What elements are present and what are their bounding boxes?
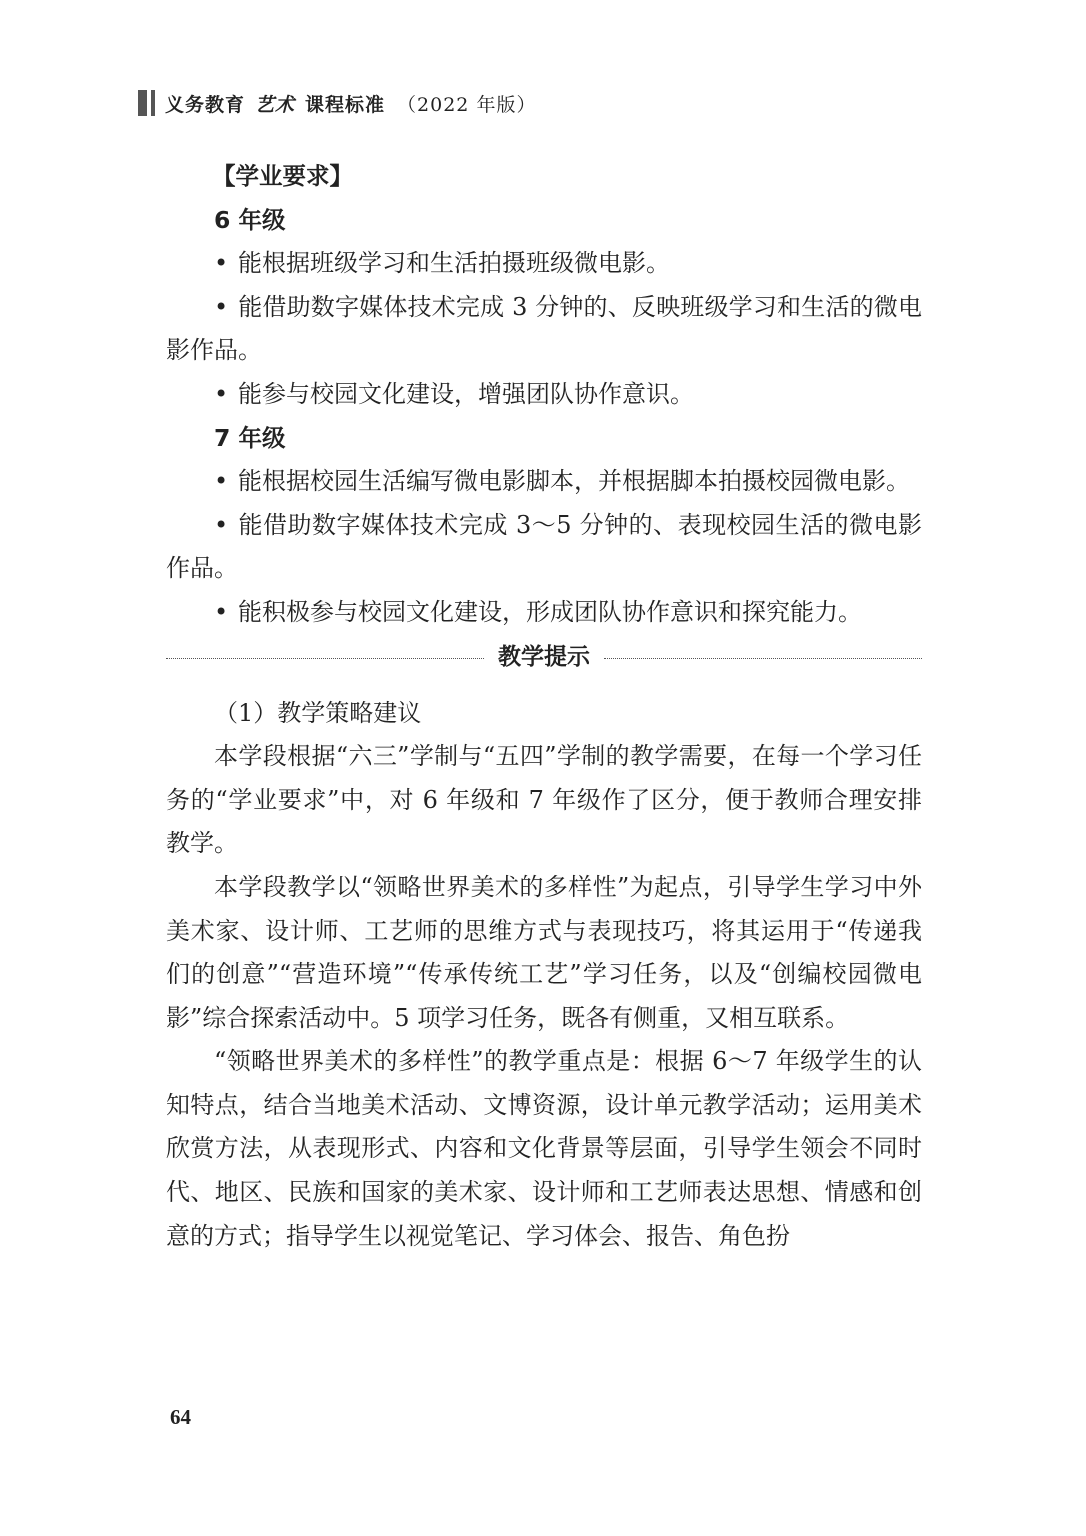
grade-6-item bbox=[166, 242, 922, 286]
grade-7-heading: 7 年级 bbox=[214, 423, 286, 452]
grade-7-item-text: 能积极参与校园文化建设，形成团队协作意识和探究能力。 bbox=[238, 597, 862, 626]
grade-6-item bbox=[166, 373, 922, 417]
book-title-part1: 义务教育 bbox=[165, 93, 246, 116]
bullet-icon: • bbox=[214, 292, 229, 321]
page-content bbox=[166, 155, 922, 1258]
header-bar-thick bbox=[138, 90, 147, 116]
bullet-icon: • bbox=[214, 597, 229, 626]
bullet-icon: • bbox=[214, 510, 229, 539]
header-bar-icon bbox=[138, 90, 155, 116]
grade-7-item bbox=[166, 591, 922, 635]
grade-6-item bbox=[166, 286, 922, 373]
grade-6-item-text: 能根据班级学习和生活拍摄班级微电影。 bbox=[238, 249, 670, 278]
grade-7-item bbox=[166, 460, 922, 504]
dotted-rule-left bbox=[166, 658, 484, 659]
grade-6-heading: 6 年级 bbox=[214, 205, 286, 234]
book-title-italic: 艺术 bbox=[255, 93, 296, 116]
dotted-rule-right bbox=[604, 658, 922, 659]
book-edition: （2022 年版） bbox=[397, 93, 537, 116]
bullet-icon: • bbox=[214, 379, 229, 408]
body-paragraph: 本学段教学以“领略世界美术的多样性”为起点，引导学生学习中外美术家、设计师、工艺师的思维方式与表现技巧，将其运用于“传递我们的创意”“营造环境”“传承传统工艺”学习任务，以及“创编校园微电影”综合探索活动中。5 项学习任务，既各有侧重，又相互联系。 bbox=[166, 872, 922, 1032]
bullet-icon: • bbox=[214, 467, 229, 496]
grade-7-item bbox=[166, 504, 922, 591]
body-paragraph: “领略世界美术的多样性”的教学重点是：根据 6～7 年级学生的认知特点，结合当地美术活动、文博资源，设计单元教学活动；运用美术欣赏方法，从表现形式、内容和文化背景等层面，引导学生领会不同时代、地区、民族和国家的美术家、设计师和工艺师表达思想、情感和创意的方式；指导学生以视觉笔记、学习体会、报告、角色扮 bbox=[166, 1047, 922, 1250]
teaching-tips-title: 教学提示 bbox=[498, 644, 590, 671]
section-heading: 【学业要求】 bbox=[212, 162, 353, 190]
header-bar-thin bbox=[151, 90, 155, 116]
body-paragraph: 本学段根据“六三”学制与“五四”学制的教学需要，在每一个学习任务的“学业要求”中，对 6 年级和 7 年级作了区分，便于教师合理安排教学。 bbox=[166, 742, 922, 858]
grade-7-item-text: 能借助数字媒体技术完成 3～5 分钟的、表现校园生活的微电影作品。 bbox=[166, 510, 922, 583]
running-header bbox=[138, 88, 536, 118]
grade-6-item-text: 能借助数字媒体技术完成 3 分钟的、反映班级学习和生活的微电影作品。 bbox=[166, 292, 922, 365]
book-title-part2: 课程标准 bbox=[305, 93, 386, 116]
teaching-tips-divider bbox=[166, 637, 922, 680]
strategy-subheading: （1）教学策略建议 bbox=[214, 698, 422, 727]
bullet-icon: • bbox=[214, 249, 229, 278]
page-number: 64 bbox=[170, 1405, 191, 1429]
grade-7-item-text: 能根据校园生活编写微电影脚本，并根据脚本拍摄校园微电影。 bbox=[238, 467, 910, 496]
book-title bbox=[165, 90, 536, 117]
grade-6-item-text: 能参与校园文化建设，增强团队协作意识。 bbox=[238, 379, 694, 408]
